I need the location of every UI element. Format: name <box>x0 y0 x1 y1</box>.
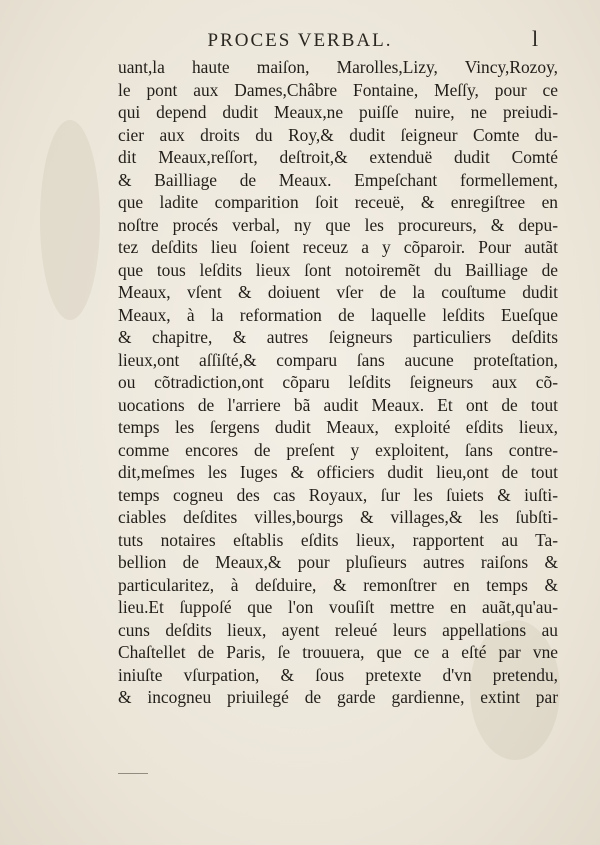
underline-mark <box>118 773 148 774</box>
text-line: lieux,ont aſſiſté,& comparu ſans aucune proteſtation, <box>118 349 558 370</box>
text-line: le pont aux Dames,Châbre Fontaine, Meſſy, pour ce <box>118 79 558 100</box>
text-line: temps cogneu des cas Royaux, ſur les ſuiets & iuſti- <box>118 484 558 505</box>
text-line: bellion de Meaux,& pour pluſieurs autres raiſons & <box>118 552 558 572</box>
text-line: ciables deſdites villes,bourgs & villages,& les ſubſti- <box>118 507 558 527</box>
text-line: temps les ſergens dudit Meaux, exploité eſdits lieux, <box>118 417 558 437</box>
text-line: cier aux droits du Roy,& dudit ſeigneur Comte du- <box>118 124 558 145</box>
text-line: & Bailliage de Meaux. Empeſchant formellement, <box>118 169 558 190</box>
text-line: Meaux, à la reformation de laquelle leſdits Eueſque <box>118 304 558 325</box>
text-line: & incogneu priuilegé de garde gardienne, extint par <box>118 687 558 707</box>
running-title: PROCES VERBAL. <box>207 30 393 51</box>
text-line: uant,la haute maiſon, Marolles,Lizy, Vincy,Rozoy, <box>118 57 558 77</box>
text-line: que ladite comparition ſoit receuë, & enregiſtree en <box>118 192 558 212</box>
body-text <box>118 56 558 709</box>
text-line: lieu.Et ſuppoſé que l'on vouſiſt mettre en auãt,qu'au- <box>118 597 558 617</box>
text-line: ou cõtradiction,ont cõparu leſdits ſeigneurs aux cõ- <box>118 372 558 392</box>
text-line: iniuſte vſurpation, & ſous pretexte d'vn pretendu, <box>118 664 558 685</box>
folio-mark: l <box>532 26 539 51</box>
text-line: dit Meaux,reſſort, deſtroit,& extenduë dudit Comté <box>118 147 558 167</box>
text-line: comme encores de preſent y exploitent, ſans contre- <box>118 439 558 460</box>
text-line: & chapitre, & autres ſeigneurs particuliers deſdits <box>118 327 558 347</box>
text-line: Chaſtellet de Paris, ſe trouuera, que ce a eſté par vne <box>118 642 558 662</box>
text-line: dit,meſmes les Iuges & officiers dudit lieu,ont de tout <box>118 462 558 482</box>
text-line: particularitez, à deſduire, & remonſtrer en temps & <box>118 574 558 595</box>
text-line: noſtre procés verbal, ny que les procureurs, & depu- <box>118 214 558 235</box>
text-line: tez deſdits lieu ſoient receuz a y cõparoir. Pour autãt <box>118 237 558 257</box>
text-line: tuts notaires eſtablis eſdits lieux, rapportent au Ta- <box>118 529 558 550</box>
text-line: uocations de l'arriere bã audit Meaux. Et ont de tout <box>118 394 558 415</box>
text-line: qui depend dudit Meaux,ne puiſſe nuire, ne preiudi- <box>118 102 558 122</box>
text-line: que tous leſdits lieux ſont notoiremẽt du Bailliage de <box>118 259 558 280</box>
text-line: Meaux, vſent & doiuent vſer de la couſtume dudit <box>118 282 558 302</box>
paper-stain <box>40 120 100 320</box>
text-line: cuns deſdits lieux, ayent releué leurs appellations au <box>118 619 558 640</box>
